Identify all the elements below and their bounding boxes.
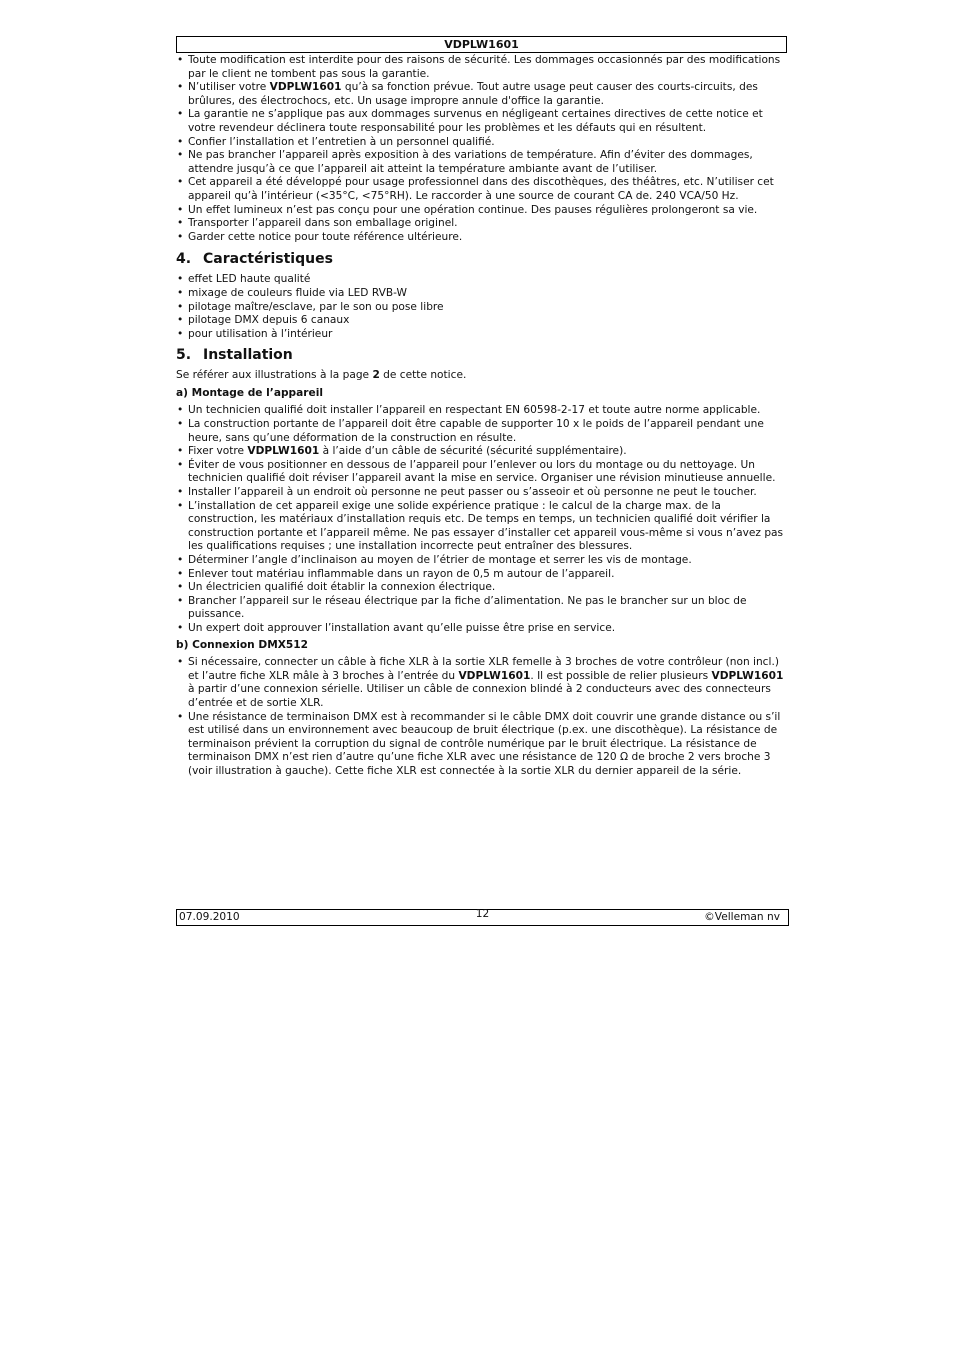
list-item: • effet LED haute qualité [176, 273, 787, 287]
installation-intro: Se référer aux illustrations à la page 2 de cette notice. [176, 369, 467, 382]
list-item: • pilotage maître/esclave, par le son ou pose libre [176, 301, 787, 315]
list-item: • Un expert doit approuver l’installation avant qu’elle puisse être prise en service. [176, 622, 787, 636]
list-item: • La garantie ne s’applique pas aux dommages survenus en négligeant certaines directives de cette notice et votre revendeur déclinera toute responsabilité pour les problèmes et les défauts qui en résultent. [176, 108, 787, 135]
document-page [176, 36, 787, 779]
list-item: • Si nécessaire, connecter un câble à fiche XLR à la sortie XLR femelle à 3 broches de votre contrôleur (non incl.) et l’autre fiche XLR mâle à 3 broches à l’entrée du VDPLW1601. Il est possible de relier plusieurs VDPLW1601 à partir d’une connexion sérielle. Utiliser un câble de connexion blindé à 2 conducteurs avec des connecteurs d’entrée et de sortie XLR. [176, 656, 787, 710]
list-item: • Transporter l’appareil dans son emballage originel. [176, 217, 787, 231]
features-list [176, 273, 787, 341]
list-item: • Déterminer l’angle d’inclinaison au moyen de l’étrier de montage et serrer les vis de montage. [176, 554, 787, 568]
list-item: • Garder cette notice pour toute référence ultérieure. [176, 231, 787, 245]
list-item: • mixage de couleurs fluide via LED RVB-W [176, 287, 787, 301]
dmx-list [176, 656, 787, 778]
safety-list [176, 54, 787, 244]
subsection-b-title: b) Connexion DMX512 [176, 638, 309, 651]
page-footer [176, 909, 789, 926]
footer-copyright: ©Velleman nv [704, 911, 780, 923]
list-item: • Installer l’appareil à un endroit où personne ne peut passer ou s’asseoir et où personne ne peut le toucher. [176, 486, 787, 500]
list-item: • Cet appareil a été développé pour usage professionnel dans des discothèques, des théâtres, etc. N’utiliser cet appareil qu’à l’intérieur (<35°C, <75°RH). Le raccorder à une source de courant CA de. 240 VCA/50 Hz. [176, 176, 787, 203]
page-number: 12 [475, 908, 490, 920]
list-item: • Confier l’installation et l’entretien à un personnel qualifié. [176, 136, 787, 150]
list-item: • La construction portante de l’appareil doit être capable de supporter 10 x le poids de l’appareil pendant une heure, sans qu’une déformation de la construction en résulte. [176, 418, 787, 445]
section-4-heading: 4. Caractéristiques [176, 251, 333, 268]
footer-date: 07.09.2010 [179, 911, 240, 923]
list-item: • Ne pas brancher l’appareil après exposition à des variations de température. Afin d’éviter des dommages, attendre jusqu’à ce que l’appareil ait atteint la température ambiante avant de l’utiliser. [176, 149, 787, 176]
mounting-list [176, 404, 787, 635]
list-item: • pilotage DMX depuis 6 canaux [176, 314, 787, 328]
list-item: • Enlever tout matériau inflammable dans un rayon de 0,5 m autour de l’appareil. [176, 568, 787, 582]
header-title: VDPLW1601 [176, 36, 787, 53]
list-item: • Un technicien qualifié doit installer l’appareil en respectant EN 60598-2-17 et toute autre norme applicable. [176, 404, 787, 418]
subsection-a-title: a) Montage de l’appareil [176, 386, 323, 399]
list-item: • Fixer votre VDPLW1601 à l’aide d’un câble de sécurité (sécurité supplémentaire). [176, 445, 787, 459]
list-item: • Toute modification est interdite pour des raisons de sécurité. Les dommages occasionnés par des modifications par le client ne tombent pas sous la garantie. [176, 54, 787, 81]
list-item: • pour utilisation à l’intérieur [176, 328, 787, 342]
list-item: • Un électricien qualifié doit établir la connexion électrique. [176, 581, 787, 595]
list-item: • L’installation de cet appareil exige une solide expérience pratique : le calcul de la charge max. de la construction, les matériaux d’installation requis etc. De temps en temps, un technicien qualifié doit vérifier la construction portante et l’appareil même. Ne pas essayer d’installer cet appareil vous-même si vous n’avez pas les qualifications requises ; une installation incorrecte peut entraîner des blessures. [176, 500, 787, 554]
list-item: • Un effet lumineux n’est pas conçu pour une opération continue. Des pauses régulières prolongeront sa vie. [176, 204, 787, 218]
list-item: • Brancher l’appareil sur le réseau électrique par la fiche d’alimentation. Ne pas le brancher sur un bloc de puissance. [176, 595, 787, 622]
list-item: • N’utiliser votre VDPLW1601 qu’à sa fonction prévue. Tout autre usage peut causer des courts-circuits, des brûlures, des électrochocs, etc. Un usage impropre annule d'office la garantie. [176, 81, 787, 108]
section-5-heading: 5. Installation [176, 347, 293, 364]
list-item: • Une résistance de terminaison DMX est à recommander si le câble DMX doit couvrir une grande distance ou s’il est utilisé dans un environnement avec beaucoup de bruit électrique (p.ex. une discothèque). La résistance de terminaison prévient la corruption du signal de contrôle numérique par le bruit électrique. La résistance de terminaison DMX n’est rien d’autre qu’une fiche XLR avec une résistance de 120 Ω de broche 2 vers broche 3 (voir illustration à gauche). Cette fiche XLR est connectée à la sortie XLR du dernier appareil de la série. [176, 711, 787, 779]
list-item: • Éviter de vous positionner en dessous de l’appareil pour l’enlever ou lors du montage ou du nettoyage. Un technicien qualifié doit réviser l’appareil avant la mise en service. Organiser une révision minutieuse annuelle. [176, 459, 787, 486]
